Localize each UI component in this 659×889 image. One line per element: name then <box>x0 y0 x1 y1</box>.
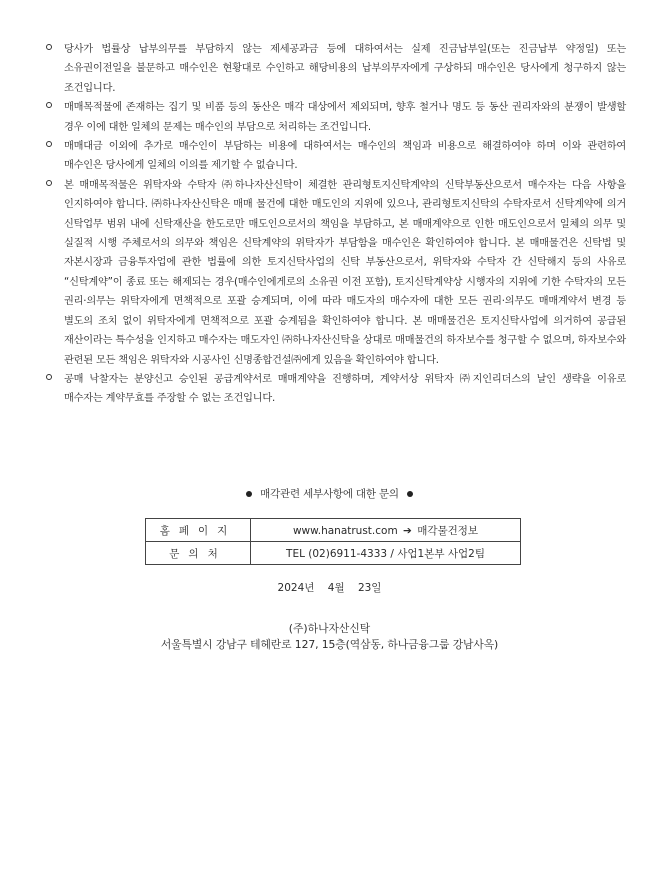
circle-bullet-icon <box>46 141 52 147</box>
conditions-list <box>46 40 626 409</box>
condition-item <box>46 98 626 137</box>
homepage-menu: 매각물건정보 <box>417 524 479 537</box>
table-row <box>146 542 521 565</box>
date-day: 23일 <box>357 582 382 594</box>
condition-item <box>46 137 626 176</box>
arrow-right-icon: ➔ <box>403 524 412 537</box>
company-address: 서울특별시 강남구 테헤란로 127, 15층(역삼동, 하나금융그룹 강남사옥) <box>160 638 499 651</box>
bullet-dot-icon <box>407 491 413 497</box>
homepage-label: 홈페이지 <box>146 519 251 542</box>
circle-bullet-icon <box>46 374 52 380</box>
condition-text: 공매 낙찰자는 분양신고 승인된 공급계약서로 매매계약을 진행하며, 계약서상 위탁자 ㈜지인리더스의 날인 생략을 이유로 매수자는 계약무효를 주장할 수 없는 조건입니다. <box>64 373 626 405</box>
condition-text: 본 매매목적물은 위탁자와 수탁자 ㈜하나자산신탁이 체결한 관리형토지신탁계약의 신탁부동산으로서 매수자는 다음 사항을 인지하여야 합니다. ㈜하나자산신탁은 매매 물건에 대한 매도인의 지위에 있으나, 관리형토지신탁의 수탁자로서 신탁계약에 의거 신탁업무 범위 내에 신탁재산을 한도로만 매도인으로서의 책임을 부담하고, 본 매매계약으로 인한 매도인으로서 일체의 의무 및 실질적 시행 주체로서의 의무와 책임은 신탁계약의 위탁자가 부담함을 매수인은 확인하여야 합니다. 본 매매물건은 신탁법 및 자본시장과 금융투자업에 관한 법률에 의한 토지신탁사업의 신탁 부동산으로서, 위탁자와 수탁자 간 신탁해지 등의 사유로 “신탁계약”이 종료 또는 해제되는 경우(매수인에게로의 소유권 이전 포함), 토지신탁계약상 시행자의 지위에 기한 수탁자의 모든 권리·의무는 위탁자에게 면책적으로 포괄 승계되며, 이에 따라 매도자의 매수자에 대한 모든 권리·의무도 매매계약서 변경 등 별도의 조치 없이 위탁자에게 면책적으로 포괄 승계됨을 확인하여야 합니다. 본 매매물건은 토지신탁사업에 의거하여 공급된 재산이라는 특수성을 인지하고 매수자는 매도자인 ㈜하나자산신탁을 상대로 매매물건의 하자보수를 청구할 수 없으며, 하자보수와 관련된 모든 책임은 위탁자와 시공사인 신명종합건설㈜에게 있음을 확인하여야 합니다. <box>64 179 626 366</box>
phone-label: 문의처 <box>146 542 251 565</box>
bullet-dot-icon <box>246 491 252 497</box>
contact-table <box>145 518 521 565</box>
circle-bullet-icon <box>46 180 52 186</box>
company-name: (주)하나자산신탁 <box>288 622 371 635</box>
date-month: 4월 <box>327 582 345 594</box>
homepage-cell <box>251 519 521 542</box>
circle-bullet-icon <box>46 44 52 50</box>
inquiry-title: 매각관련 세부사항에 대한 문의 <box>260 488 399 500</box>
condition-text: 당사가 법률상 납부의무를 부담하지 않는 제세공과금 등에 대하여서는 실제 진금납부일(또는 진금납부 약정일) 또는 소유권이전일을 불문하고 매수인은 현황대로 수인하고 해당비용의 납부의무자에게 구상하되 매수인은 당사에게 청구하지 않는 조건입니다. <box>64 44 626 94</box>
table-row <box>146 519 521 542</box>
condition-text: 매매대금 이외에 추가로 매수인이 부담하는 비용에 대하여서는 매수인의 책임과 비용으로 해결하여야 하며 이와 관련하여 매수인은 당사에게 일체의 이의를 제기할 수 없습니다. <box>64 141 626 172</box>
condition-item <box>46 40 626 98</box>
condition-item <box>46 370 626 409</box>
date-year: 2024년 <box>277 582 315 594</box>
condition-text: 매매목적물에 존재하는 집기 및 비품 등의 동산은 매각 대상에서 제외되며, 향후 철거나 명도 등 동산 권리자와의 분쟁이 발생할 경우 이에 대한 일체의 문제는 매수인의 부담으로 처리하는 조건입니다. <box>64 102 626 133</box>
document-date <box>0 580 659 595</box>
inquiry-heading <box>0 486 659 501</box>
circle-bullet-icon <box>46 102 52 108</box>
condition-item <box>46 176 626 370</box>
homepage-link[interactable]: www.hanatrust.com <box>292 524 398 537</box>
phone-value: TEL (02)6911-4333 / 사업1본부 사업2팀 <box>251 542 521 565</box>
